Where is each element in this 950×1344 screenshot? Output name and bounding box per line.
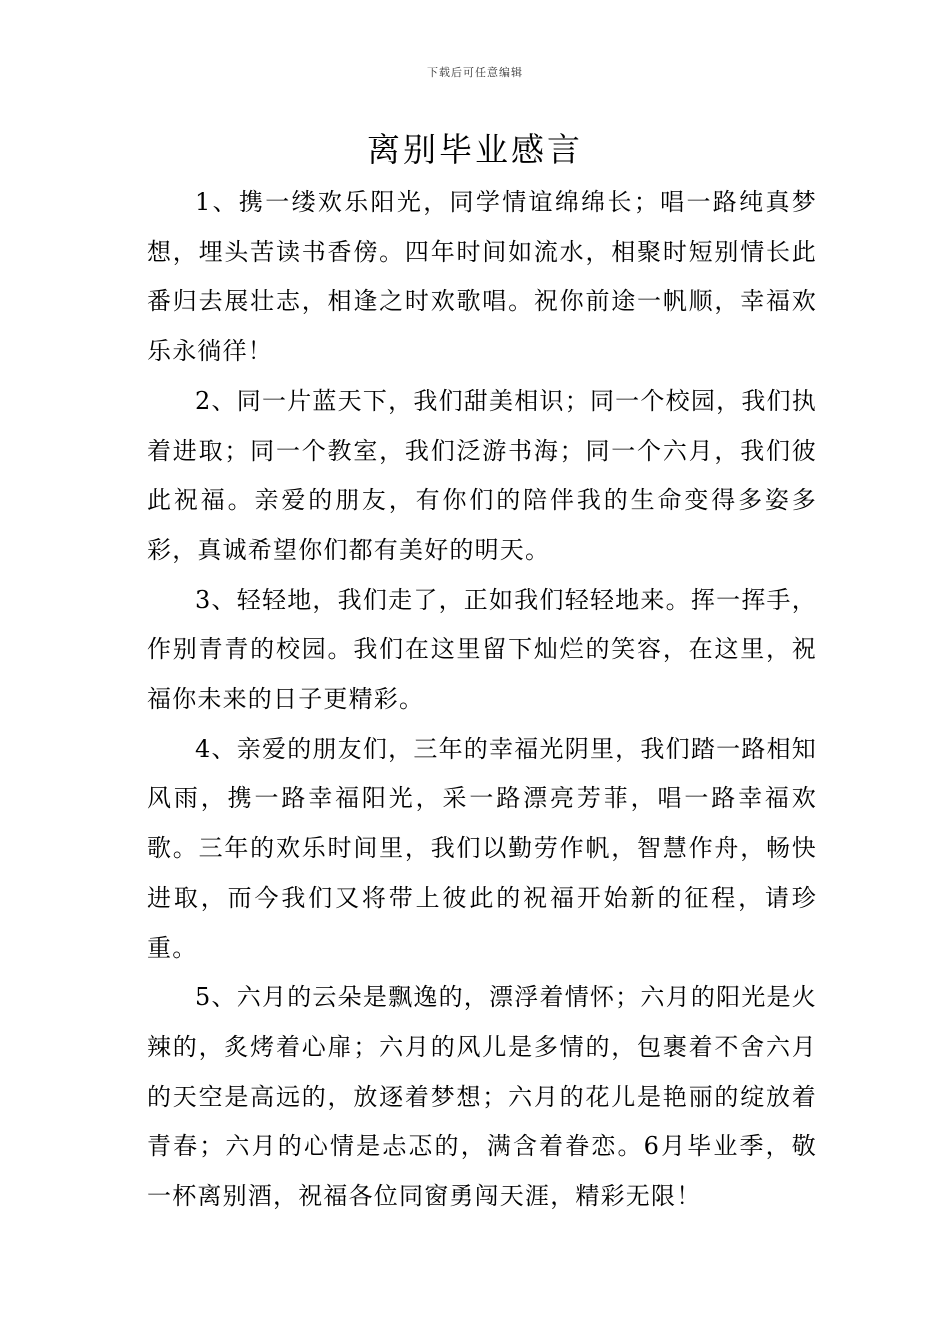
header-note: 下载后可任意编辑 (427, 66, 523, 79)
paragraph-4: 4、亲爱的朋友们，三年的幸福光阴里，我们踏一路相知风雨，携一路幸福阳光，采一路漂亮芳菲，唱一路幸福欢歌。三年的欢乐时间里，我们以勤劳作帆，智慧作舟，畅快进取，而今我们又将带上彼此的祝福开始新的征程，请珍重。 (147, 734, 817, 962)
paragraph-5: 5、六月的云朵是飘逸的，漂浮着情怀；六月的阳光是火辣的，炙烤着心扉；六月的风儿是多情的，包裹着不舍六月的天空是高远的，放逐着梦想；六月的花儿是艳丽的绽放着青春；六月的心情是忐忑的，满含着眷恋。6月毕业季，敬一杯离别酒，祝福各位同窗勇闯天涯，精彩无限！ (147, 983, 817, 1211)
document-title: 离别毕业感言 (367, 130, 583, 169)
document-body (147, 178, 817, 1222)
paragraph-1: 1、携一缕欢乐阳光，同学情谊绵绵长；唱一路纯真梦想，埋头苦读书香傍。四年时间如流水，相聚时短别情长此番归去展壮志，相逢之时欢歌唱。祝你前途一帆顺，幸福欢乐永徜徉！ (147, 188, 817, 366)
paragraph-2: 2、同一片蓝天下，我们甜美相识；同一个校园，我们执着进取；同一个教室，我们泛游书海；同一个六月，我们彼此祝福。亲爱的朋友，有你们的陪伴我的生命变得多姿多彩，真诚希望你们都有美好的明天。 (147, 386, 817, 564)
paragraph-3: 3、轻轻地，我们走了，正如我们轻轻地来。挥一挥手，作别青青的校园。我们在这里留下灿烂的笑容，在这里，祝福你未来的日子更精彩。 (147, 585, 817, 714)
